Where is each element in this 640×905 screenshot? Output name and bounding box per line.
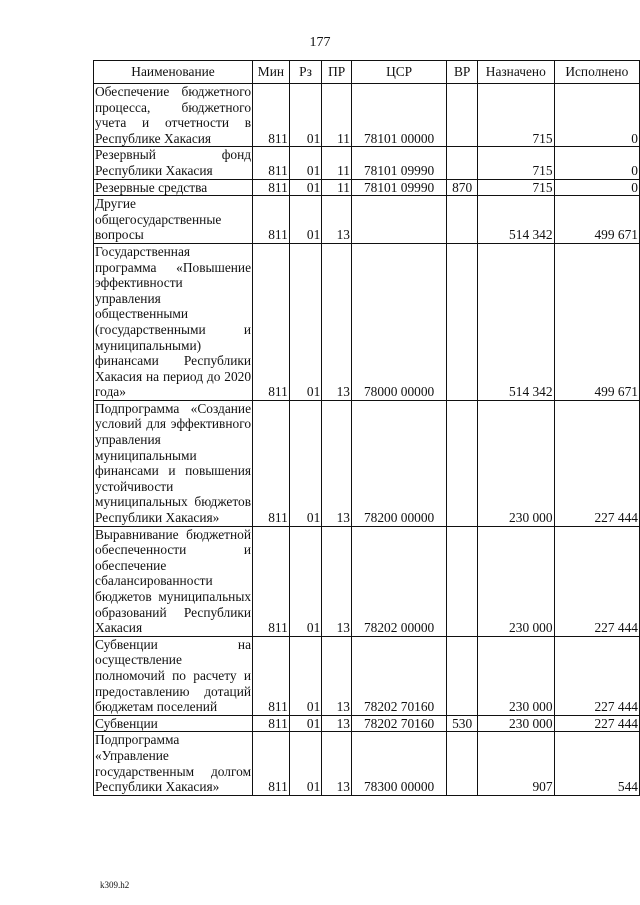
header-vr: ВР (447, 61, 478, 84)
table-row (94, 243, 640, 400)
row-csr: 78200 00000 (351, 400, 446, 526)
row-csr (351, 196, 446, 244)
row-executed: 499 671 (554, 196, 639, 244)
row-name: Резервный фонд Республики Хакасия (95, 147, 252, 178)
header-csr: ЦСР (351, 61, 446, 84)
row-assigned: 514 342 (478, 243, 555, 400)
table-row (94, 526, 640, 636)
document-footer-code: k309.h2 (100, 880, 130, 890)
row-name: Подпрограмма «Создание условий для эффективного управления муниципальными финансами и повышения устойчивости муниципальных бюджетов Республики Хакасия» (95, 400, 252, 526)
row-assigned: 230 000 (478, 715, 555, 732)
row-executed: 0 (554, 84, 639, 147)
page-number: 177 (309, 35, 331, 50)
table-header-row (94, 61, 640, 84)
row-assigned: 230 000 (478, 636, 555, 715)
row-pr: 13 (322, 243, 352, 400)
row-name: Другие общегосударственные вопросы (94, 196, 253, 244)
row-rz: 01 (289, 400, 321, 526)
row-vr (447, 147, 478, 179)
row-name: Обеспечение бюджетного процесса, бюджетного учета и отчетности в Республике Хакасия (95, 84, 252, 146)
row-pr: 13 (322, 196, 352, 244)
row-executed: 227 444 (554, 636, 639, 715)
row-min: 811 (253, 84, 290, 147)
row-vr (447, 732, 478, 795)
row-rz: 01 (289, 243, 321, 400)
row-name: Субвенции (94, 715, 253, 732)
row-rz: 01 (289, 84, 321, 147)
row-executed: 499 671 (554, 243, 639, 400)
row-csr: 78202 00000 (351, 526, 446, 636)
row-pr: 13 (322, 636, 352, 715)
row-pr: 13 (322, 732, 352, 795)
header-rz: Рз (289, 61, 321, 84)
row-vr (447, 243, 478, 400)
row-csr: 78300 00000 (351, 732, 446, 795)
row-pr: 13 (322, 715, 352, 732)
row-vr (447, 196, 478, 244)
row-csr: 78101 00000 (351, 84, 446, 147)
header-assigned: Назначено (478, 61, 555, 84)
budget-table (93, 60, 640, 796)
row-min: 811 (253, 147, 290, 179)
row-name: Государственная программа «Повышение эффективности управления общественными (государственными и муниципальными) финансами Республики Хакасия на период до 2020 года» (95, 243, 252, 400)
table-row (94, 179, 640, 196)
header-name: Наименование (94, 61, 253, 84)
row-pr: 13 (322, 400, 352, 526)
row-min: 811 (253, 526, 290, 636)
row-rz: 01 (289, 526, 321, 636)
row-name: Подпрограмма «Управление государственным долгом Республики Хакасия» (95, 732, 252, 795)
row-vr: 530 (447, 715, 478, 732)
row-assigned: 514 342 (478, 196, 555, 244)
row-rz: 01 (289, 715, 321, 732)
row-assigned: 230 000 (478, 526, 555, 636)
row-rz: 01 (289, 636, 321, 715)
row-csr: 78202 70160 (351, 636, 446, 715)
header-pr: ПР (322, 61, 352, 84)
row-pr: 11 (322, 147, 352, 179)
row-min: 811 (253, 400, 290, 526)
row-min: 811 (253, 715, 290, 732)
row-assigned: 715 (478, 147, 555, 179)
row-executed: 227 444 (554, 715, 639, 732)
row-rz: 01 (289, 196, 321, 244)
row-executed: 544 (554, 732, 639, 795)
row-assigned: 715 (478, 179, 555, 196)
row-min: 811 (253, 179, 290, 196)
table-row (94, 732, 640, 795)
row-assigned: 907 (478, 732, 555, 795)
row-executed: 0 (554, 147, 639, 179)
row-min: 811 (253, 732, 290, 795)
table-row (94, 147, 640, 179)
row-pr: 11 (322, 179, 352, 196)
table-row (94, 400, 640, 526)
row-name: Субвенции на осуществление полномочий по расчету и предоставлению дотаций бюджетам поселений (95, 636, 252, 715)
row-rz: 01 (289, 732, 321, 795)
row-rz: 01 (289, 179, 321, 196)
table-row (94, 636, 640, 715)
row-csr: 78000 00000 (351, 243, 446, 400)
row-executed: 227 444 (554, 526, 639, 636)
row-executed: 0 (554, 179, 639, 196)
row-min: 811 (253, 243, 290, 400)
header-executed: Исполнено (554, 61, 639, 84)
row-rz: 01 (289, 147, 321, 179)
row-csr: 78202 70160 (351, 715, 446, 732)
row-vr (447, 636, 478, 715)
table-row (94, 715, 640, 732)
row-min: 811 (253, 636, 290, 715)
row-min: 811 (253, 196, 290, 244)
row-vr: 870 (447, 179, 478, 196)
row-pr: 13 (322, 526, 352, 636)
table-row (94, 84, 640, 147)
row-name: Выравнивание бюджетной обеспеченности и обеспечение сбалансированности бюджетов муниципальных образований Республики Хакасия (95, 526, 252, 636)
row-assigned: 715 (478, 84, 555, 147)
row-executed: 227 444 (554, 400, 639, 526)
header-min: Мин (253, 61, 290, 84)
table-row (94, 196, 640, 244)
row-csr: 78101 09990 (351, 179, 446, 196)
row-vr (447, 526, 478, 636)
row-pr: 11 (322, 84, 352, 147)
row-name: Резервные средства (94, 179, 253, 196)
row-vr (447, 400, 478, 526)
row-csr: 78101 09990 (351, 147, 446, 179)
row-assigned: 230 000 (478, 400, 555, 526)
row-vr (447, 84, 478, 147)
